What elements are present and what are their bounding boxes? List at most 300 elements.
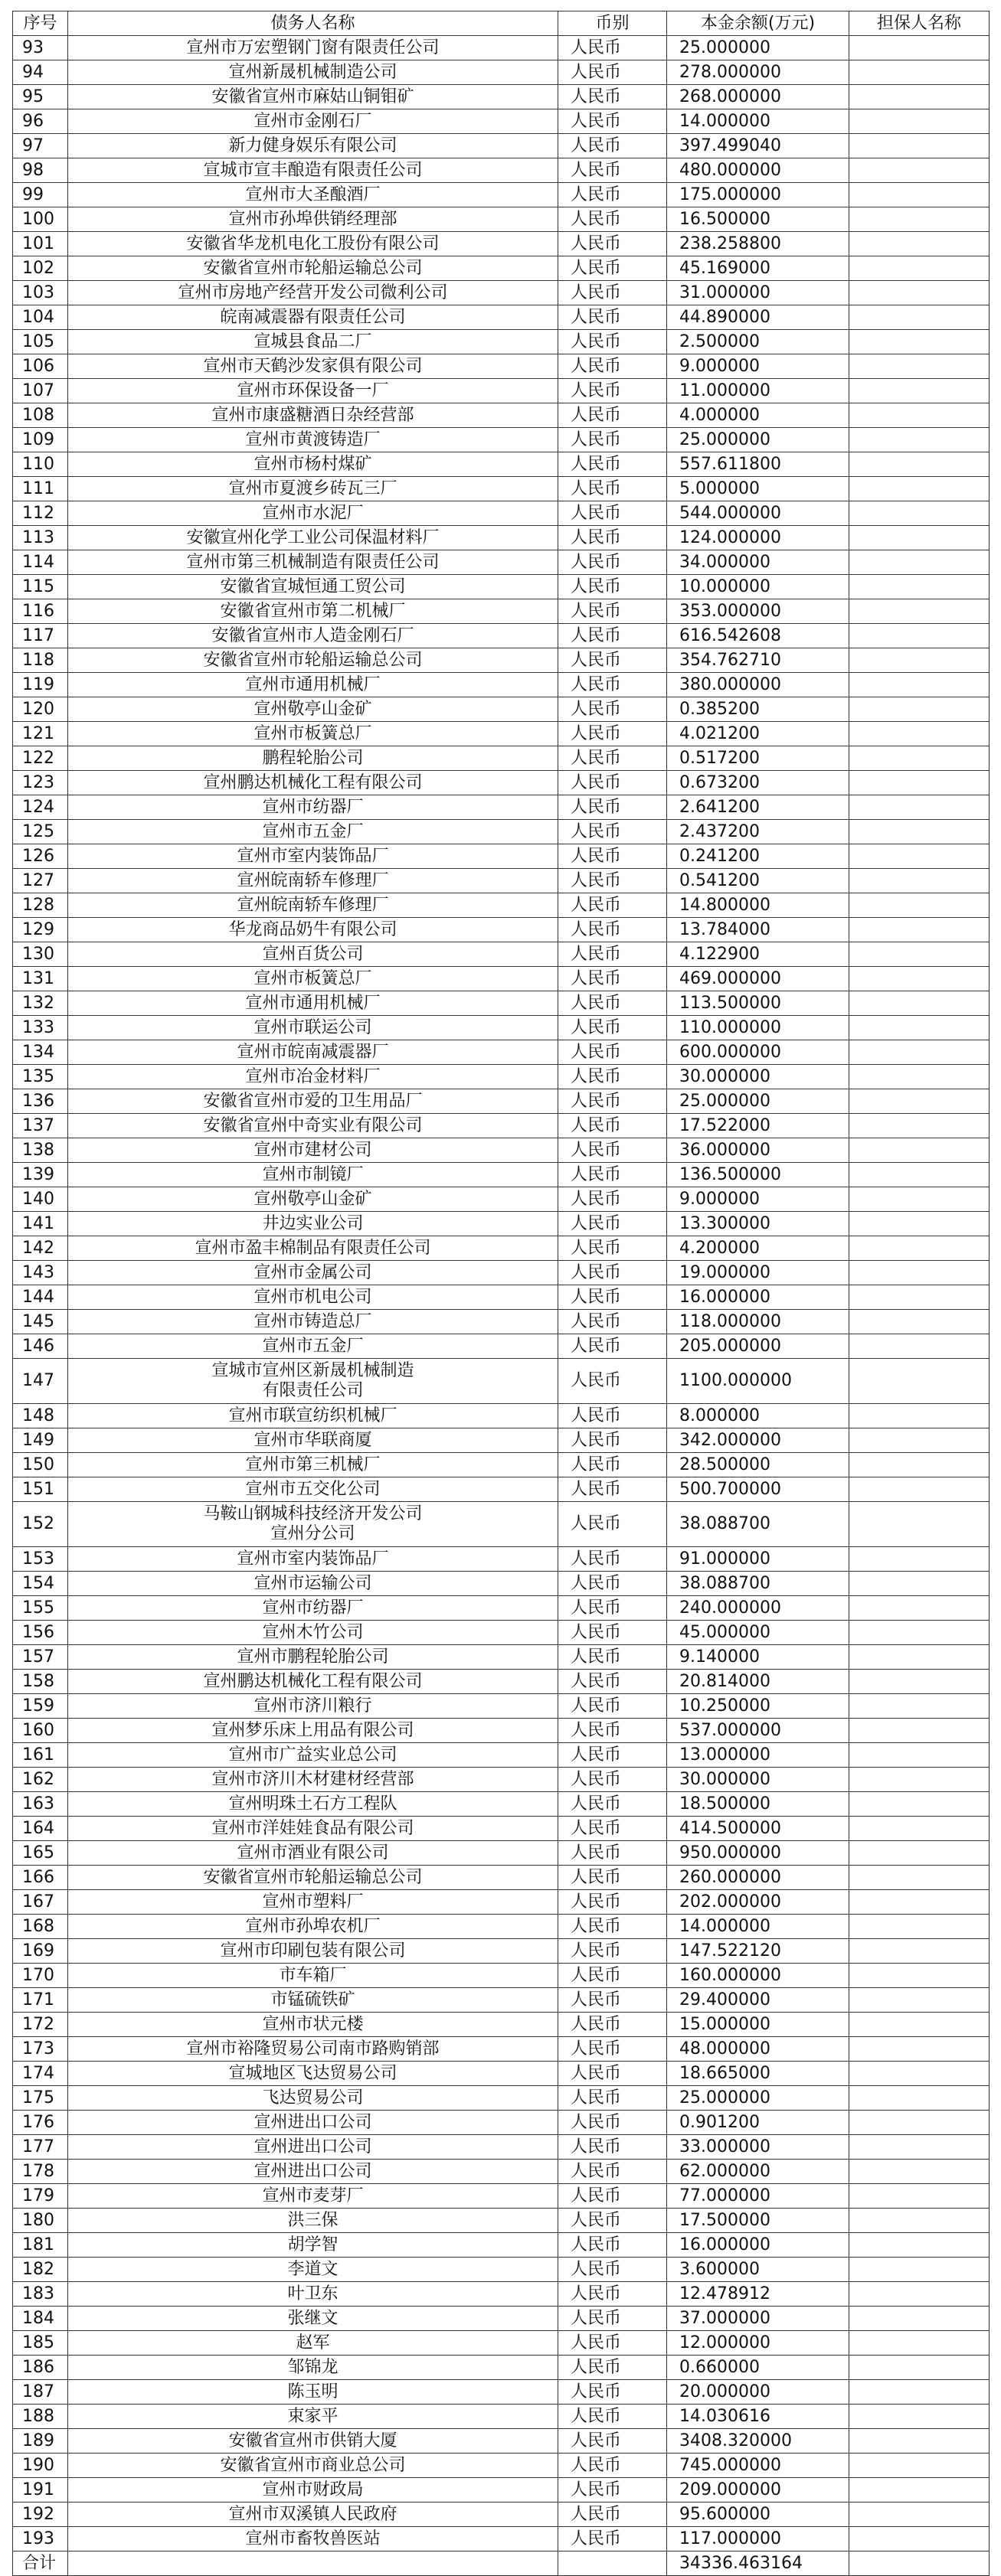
row-index: 185: [13, 2331, 68, 2356]
table-row: [13, 575, 990, 599]
row-principal-balance: 38.088700: [667, 1572, 849, 1596]
row-index: 102: [13, 256, 68, 281]
row-debtor-name: 宣州市济川粮行: [68, 1694, 558, 1719]
table-row: [13, 1866, 990, 1890]
row-index: 171: [13, 1988, 68, 2013]
row-guarantor-name: [849, 722, 990, 746]
row-index: 174: [13, 2062, 68, 2086]
row-guarantor-name: [849, 2527, 990, 2552]
row-debtor-name: 宣州新晟机械制造公司: [68, 60, 558, 85]
row-principal-balance: 3.600000: [667, 2258, 849, 2282]
row-currency: 人民币: [558, 1841, 667, 1866]
row-debtor-name: 宣州市室内装饰品厂: [68, 844, 558, 869]
table-row: [13, 1645, 990, 1670]
row-guarantor-name: [849, 2331, 990, 2356]
row-guarantor-name: [849, 1453, 990, 1477]
row-currency: 人民币: [558, 1670, 667, 1694]
row-guarantor-name: [849, 795, 990, 820]
row-principal-balance: 175.000000: [667, 183, 849, 207]
table-row: [13, 501, 990, 526]
row-guarantor-name: [849, 2503, 990, 2527]
row-principal-balance: 44.890000: [667, 305, 849, 330]
row-index: 118: [13, 648, 68, 673]
row-index: 190: [13, 2454, 68, 2478]
table-row: [13, 1719, 990, 1743]
row-principal-balance: 600.000000: [667, 1040, 849, 1065]
table-row: [13, 1089, 990, 1114]
row-currency: 人民币: [558, 1359, 667, 1404]
row-currency: 人民币: [558, 1163, 667, 1187]
row-index: 143: [13, 1261, 68, 1285]
row-principal-balance: 17.500000: [667, 2209, 849, 2233]
table-row: [13, 281, 990, 305]
row-currency: 人民币: [558, 1212, 667, 1236]
table-row: [13, 648, 990, 673]
row-index: 113: [13, 526, 68, 550]
row-currency: 人民币: [558, 1890, 667, 1915]
row-debtor-name: 陈玉明: [68, 2380, 558, 2405]
row-debtor-name: 安徽省华龙机电化工股份有限公司: [68, 232, 558, 256]
row-currency: 人民币: [558, 844, 667, 869]
row-guarantor-name: [849, 1694, 990, 1719]
row-debtor-name: 赵军: [68, 2331, 558, 2356]
row-guarantor-name: [849, 207, 990, 232]
row-currency: 人民币: [558, 1939, 667, 1964]
row-debtor-name: 宣州市孙埠农机厂: [68, 1915, 558, 1939]
header-guarantor-name: 担保人名称: [849, 11, 990, 36]
table-row: [13, 2233, 990, 2258]
row-guarantor-name: [849, 673, 990, 697]
row-currency: 人民币: [558, 1285, 667, 1310]
row-currency: 人民币: [558, 1792, 667, 1817]
row-index: 117: [13, 624, 68, 648]
row-principal-balance: 9.140000: [667, 1645, 849, 1670]
row-principal-balance: 77.000000: [667, 2184, 849, 2209]
row-currency: 人民币: [558, 452, 667, 477]
row-currency: 人民币: [558, 2405, 667, 2429]
row-principal-balance: 25.000000: [667, 428, 849, 452]
row-index: 131: [13, 967, 68, 991]
row-debtor-name: 宣州市室内装饰品厂: [68, 1547, 558, 1572]
table-row: [13, 844, 990, 869]
row-guarantor-name: [849, 1890, 990, 1915]
row-guarantor-name: [849, 1040, 990, 1065]
row-debtor-name: 安徽省宣州市爱的卫生用品厂: [68, 1089, 558, 1114]
row-guarantor-name: [849, 2184, 990, 2209]
row-principal-balance: 2.641200: [667, 795, 849, 820]
table-row: [13, 2258, 990, 2282]
row-index: 128: [13, 893, 68, 918]
row-index: 187: [13, 2380, 68, 2405]
row-currency: 人民币: [558, 1428, 667, 1453]
row-principal-balance: 10.250000: [667, 1694, 849, 1719]
table-row: [13, 697, 990, 722]
total-blank-guarantor: [849, 2552, 990, 2576]
row-guarantor-name: [849, 281, 990, 305]
row-index: 142: [13, 1236, 68, 1261]
row-principal-balance: 240.000000: [667, 1596, 849, 1621]
table-row: [13, 2062, 990, 2086]
row-principal-balance: 500.700000: [667, 1477, 849, 1502]
row-debtor-name: 宣州市联运公司: [68, 1016, 558, 1040]
row-index: 122: [13, 746, 68, 771]
row-guarantor-name: [849, 1915, 990, 1939]
row-currency: 人民币: [558, 2503, 667, 2527]
table-row: [13, 1915, 990, 1939]
row-index: 93: [13, 36, 68, 60]
row-currency: 人民币: [558, 305, 667, 330]
row-principal-balance: 354.762710: [667, 648, 849, 673]
row-currency: 人民币: [558, 2454, 667, 2478]
row-index: 182: [13, 2258, 68, 2282]
row-principal-balance: 31.000000: [667, 281, 849, 305]
row-debtor-name: 宣州市纺器厂: [68, 795, 558, 820]
row-index: 111: [13, 477, 68, 501]
row-principal-balance: 37.000000: [667, 2307, 849, 2331]
row-guarantor-name: [849, 869, 990, 893]
row-debtor-name: 宣州市万宏塑钢门窗有限责任公司: [68, 36, 558, 60]
row-index: 108: [13, 403, 68, 428]
row-currency: 人民币: [558, 207, 667, 232]
table-row: [13, 599, 990, 624]
table-row: [13, 2380, 990, 2405]
row-debtor-name: 宣州市机电公司: [68, 1285, 558, 1310]
row-currency: 人民币: [558, 1187, 667, 1212]
row-guarantor-name: [849, 2086, 990, 2111]
row-guarantor-name: [849, 2160, 990, 2184]
table-row: [13, 1572, 990, 1596]
table-row: [13, 918, 990, 942]
row-debtor-name: 安徽宣州化学工业公司保温材料厂: [68, 526, 558, 550]
row-guarantor-name: [849, 2380, 990, 2405]
row-guarantor-name: [849, 2429, 990, 2454]
table-row: [13, 134, 990, 158]
row-guarantor-name: [849, 60, 990, 85]
row-guarantor-name: [849, 1114, 990, 1138]
row-principal-balance: 380.000000: [667, 673, 849, 697]
row-debtor-name: 宣州皖南轿车修理厂: [68, 869, 558, 893]
row-debtor-name: 飞达贸易公司: [68, 2086, 558, 2111]
row-guarantor-name: [849, 1939, 990, 1964]
row-debtor-name: 邹锦龙: [68, 2356, 558, 2380]
row-principal-balance: 30.000000: [667, 1065, 849, 1089]
debtor-name-line: 马鞍山钢城科技经济开发公司: [203, 1504, 423, 1523]
row-debtor-name: 宣州市建材公司: [68, 1138, 558, 1163]
table-row: [13, 1792, 990, 1817]
table-row: [13, 624, 990, 648]
row-currency: 人民币: [558, 1547, 667, 1572]
row-debtor-name: 洪三保: [68, 2209, 558, 2233]
row-debtor-name: 宣城县食品二厂: [68, 330, 558, 354]
row-guarantor-name: [849, 1187, 990, 1212]
row-currency: 人民币: [558, 109, 667, 134]
row-currency: 人民币: [558, 2160, 667, 2184]
row-principal-balance: 48.000000: [667, 2037, 849, 2062]
row-index: 127: [13, 869, 68, 893]
row-guarantor-name: [849, 2209, 990, 2233]
row-debtor-name: 宣州市财政局: [68, 2478, 558, 2503]
row-index: 156: [13, 1621, 68, 1645]
table-row: [13, 1477, 990, 1502]
row-index: 98: [13, 158, 68, 183]
table-row: [13, 1065, 990, 1089]
row-currency: 人民币: [558, 477, 667, 501]
row-principal-balance: 10.000000: [667, 575, 849, 599]
row-index: 124: [13, 795, 68, 820]
row-principal-balance: 5.000000: [667, 477, 849, 501]
row-principal-balance: 202.000000: [667, 1890, 849, 1915]
table-row: [13, 1310, 990, 1334]
row-principal-balance: 3408.320000: [667, 2429, 849, 2454]
row-index: 158: [13, 1670, 68, 1694]
row-principal-balance: 745.000000: [667, 2454, 849, 2478]
table-row: [13, 1016, 990, 1040]
row-currency: 人民币: [558, 526, 667, 550]
table-row: [13, 158, 990, 183]
row-principal-balance: 414.500000: [667, 1817, 849, 1841]
row-guarantor-name: [849, 354, 990, 379]
row-debtor-name: 宣州市制镜厂: [68, 1163, 558, 1187]
row-principal-balance: 0.541200: [667, 869, 849, 893]
row-currency: 人民币: [558, 1866, 667, 1890]
row-guarantor-name: [849, 1988, 990, 2013]
row-currency: 人民币: [558, 1016, 667, 1040]
row-guarantor-name: [849, 1089, 990, 1114]
header-currency: 币别: [558, 11, 667, 36]
row-index: 99: [13, 183, 68, 207]
row-principal-balance: 16.000000: [667, 1285, 849, 1310]
row-debtor-name: 宣州进出口公司: [68, 2160, 558, 2184]
table-row: [13, 2282, 990, 2307]
row-index: 172: [13, 2013, 68, 2037]
row-index: 169: [13, 1939, 68, 1964]
row-index: 149: [13, 1428, 68, 1453]
row-index: 137: [13, 1114, 68, 1138]
row-index: 95: [13, 85, 68, 109]
row-principal-balance: 147.522120: [667, 1939, 849, 1964]
row-guarantor-name: [849, 1719, 990, 1743]
row-index: 186: [13, 2356, 68, 2380]
table-row: [13, 1138, 990, 1163]
row-principal-balance: 2.500000: [667, 330, 849, 354]
row-guarantor-name: [849, 1817, 990, 1841]
table-row: [13, 1743, 990, 1768]
row-index: 146: [13, 1334, 68, 1359]
row-index: 153: [13, 1547, 68, 1572]
table-row: [13, 1547, 990, 1572]
row-currency: 人民币: [558, 746, 667, 771]
row-index: 145: [13, 1310, 68, 1334]
row-debtor-name: 安徽省宣州市轮船运输总公司: [68, 1866, 558, 1890]
row-currency: 人民币: [558, 1114, 667, 1138]
row-debtor-name: 宣州鹏达机械化工程有限公司: [68, 1670, 558, 1694]
table-row: [13, 2503, 990, 2527]
row-principal-balance: 28.500000: [667, 1453, 849, 1477]
row-currency: 人民币: [558, 1138, 667, 1163]
row-currency: 人民币: [558, 648, 667, 673]
row-guarantor-name: [849, 648, 990, 673]
row-index: 165: [13, 1841, 68, 1866]
row-index: 120: [13, 697, 68, 722]
table-row: [13, 256, 990, 281]
row-debtor-name: 宣州市孙埠供销经理部: [68, 207, 558, 232]
row-debtor-name: 宣州市第三机械厂: [68, 1453, 558, 1477]
row-principal-balance: 136.500000: [667, 1163, 849, 1187]
row-guarantor-name: [849, 256, 990, 281]
row-index: 121: [13, 722, 68, 746]
row-debtor-name: 宣州鹏达机械化工程有限公司: [68, 771, 558, 795]
row-principal-balance: 14.030616: [667, 2405, 849, 2429]
row-principal-balance: 0.517200: [667, 746, 849, 771]
row-guarantor-name: [849, 2013, 990, 2037]
row-guarantor-name: [849, 232, 990, 256]
row-index: 159: [13, 1694, 68, 1719]
row-currency: 人民币: [558, 183, 667, 207]
row-principal-balance: 11.000000: [667, 379, 849, 403]
row-index: 107: [13, 379, 68, 403]
row-index: 130: [13, 942, 68, 967]
row-debtor-name: 安徽省宣城恒通工贸公司: [68, 575, 558, 599]
row-debtor-name: 市车箱厂: [68, 1964, 558, 1988]
row-guarantor-name: [849, 379, 990, 403]
row-principal-balance: 25.000000: [667, 2086, 849, 2111]
row-debtor-name: 宣州木竹公司: [68, 1621, 558, 1645]
row-currency: 人民币: [558, 820, 667, 844]
debtor-name-line: 有限责任公司: [262, 1381, 364, 1400]
row-principal-balance: 160.000000: [667, 1964, 849, 1988]
row-debtor-name: 宣州市黄渡铸造厂: [68, 428, 558, 452]
row-currency: 人民币: [558, 2429, 667, 2454]
table-row: [13, 1502, 990, 1547]
row-debtor-name: 井边实业公司: [68, 1212, 558, 1236]
row-principal-balance: 13.300000: [667, 1212, 849, 1236]
row-index: 135: [13, 1065, 68, 1089]
row-index: 132: [13, 991, 68, 1016]
row-currency: 人民币: [558, 795, 667, 820]
row-index: 147: [13, 1359, 68, 1404]
row-principal-balance: 29.400000: [667, 1988, 849, 2013]
table-row: [13, 1964, 990, 1988]
row-currency: 人民币: [558, 1065, 667, 1089]
row-debtor-name: [68, 1502, 558, 1547]
row-index: 189: [13, 2429, 68, 2454]
row-index: 157: [13, 1645, 68, 1670]
row-index: 148: [13, 1404, 68, 1428]
row-currency: 人民币: [558, 281, 667, 305]
row-currency: 人民币: [558, 428, 667, 452]
row-debtor-name: 新力健身娱乐有限公司: [68, 134, 558, 158]
row-currency: 人民币: [558, 2013, 667, 2037]
row-index: 138: [13, 1138, 68, 1163]
row-guarantor-name: [849, 2356, 990, 2380]
row-debtor-name: 宣州市纺器厂: [68, 1596, 558, 1621]
table-row: [13, 1359, 990, 1404]
row-debtor-name: 宣州市裕隆贸易公司南市路购销部: [68, 2037, 558, 2062]
row-debtor-name: 安徽省宣州市供销大厦: [68, 2429, 558, 2454]
row-currency: 人民币: [558, 232, 667, 256]
debtor-name-line: 宣州分公司: [270, 1524, 355, 1543]
row-principal-balance: 209.000000: [667, 2478, 849, 2503]
row-principal-balance: 0.241200: [667, 844, 849, 869]
row-currency: 人民币: [558, 1915, 667, 1939]
row-index: 105: [13, 330, 68, 354]
table-row: [13, 2086, 990, 2111]
table-row: [13, 2013, 990, 2037]
table-header-row: [13, 11, 990, 36]
row-currency: 人民币: [558, 1596, 667, 1621]
row-currency: 人民币: [558, 2380, 667, 2405]
row-index: 151: [13, 1477, 68, 1502]
table-row: [13, 2356, 990, 2380]
row-currency: 人民币: [558, 1477, 667, 1502]
table-row: [13, 232, 990, 256]
row-index: 160: [13, 1719, 68, 1743]
table-row: [13, 1890, 990, 1915]
row-principal-balance: 616.542608: [667, 624, 849, 648]
row-debtor-name: 宣州市皖南减震器厂: [68, 1040, 558, 1065]
row-guarantor-name: [849, 1261, 990, 1285]
table-row: [13, 1040, 990, 1065]
row-guarantor-name: [849, 2307, 990, 2331]
row-debtor-name: 宣州市杨村煤矿: [68, 452, 558, 477]
row-currency: 人民币: [558, 599, 667, 624]
table-row: [13, 820, 990, 844]
row-principal-balance: 2.437200: [667, 820, 849, 844]
row-principal-balance: 480.000000: [667, 158, 849, 183]
row-index: 112: [13, 501, 68, 526]
row-guarantor-name: [849, 183, 990, 207]
row-debtor-name: 宣州市状元楼: [68, 2013, 558, 2037]
row-principal-balance: 18.665000: [667, 2062, 849, 2086]
row-index: 104: [13, 305, 68, 330]
row-index: 173: [13, 2037, 68, 2062]
row-principal-balance: 38.088700: [667, 1502, 849, 1547]
row-currency: 人民币: [558, 2062, 667, 2086]
table-row: [13, 1694, 990, 1719]
table-row: [13, 1212, 990, 1236]
row-index: 144: [13, 1285, 68, 1310]
row-debtor-name: 宣州市通用机械厂: [68, 673, 558, 697]
row-guarantor-name: [849, 1477, 990, 1502]
row-debtor-name: 宣州市酒业有限公司: [68, 1841, 558, 1866]
row-debtor-name: 宣州市水泥厂: [68, 501, 558, 526]
row-principal-balance: 4.021200: [667, 722, 849, 746]
row-index: 176: [13, 2111, 68, 2135]
row-debtor-name: 李道文: [68, 2258, 558, 2282]
row-debtor-name: 安徽省宣州市轮船运输总公司: [68, 648, 558, 673]
table-row: [13, 2135, 990, 2160]
row-guarantor-name: [849, 1138, 990, 1163]
row-guarantor-name: [849, 2233, 990, 2258]
row-debtor-name: 宣州市塑料厂: [68, 1890, 558, 1915]
row-debtor-name: 宣城市宣丰酿造有限责任公司: [68, 158, 558, 183]
row-debtor-name: 宣州市房地产经营开发公司微利公司: [68, 281, 558, 305]
row-principal-balance: 469.000000: [667, 967, 849, 991]
table-body: [13, 36, 990, 2552]
row-guarantor-name: [849, 134, 990, 158]
row-index: 191: [13, 2478, 68, 2503]
row-debtor-name: 安徽省宣州市商业总公司: [68, 2454, 558, 2478]
table-row: [13, 1236, 990, 1261]
row-debtor-name: [68, 1359, 558, 1404]
row-guarantor-name: [849, 1428, 990, 1453]
row-index: 101: [13, 232, 68, 256]
row-currency: 人民币: [558, 1453, 667, 1477]
row-currency: 人民币: [558, 2184, 667, 2209]
row-guarantor-name: [849, 2282, 990, 2307]
row-debtor-name: 宣州市盈丰棉制品有限责任公司: [68, 1236, 558, 1261]
table-row: [13, 2184, 990, 2209]
